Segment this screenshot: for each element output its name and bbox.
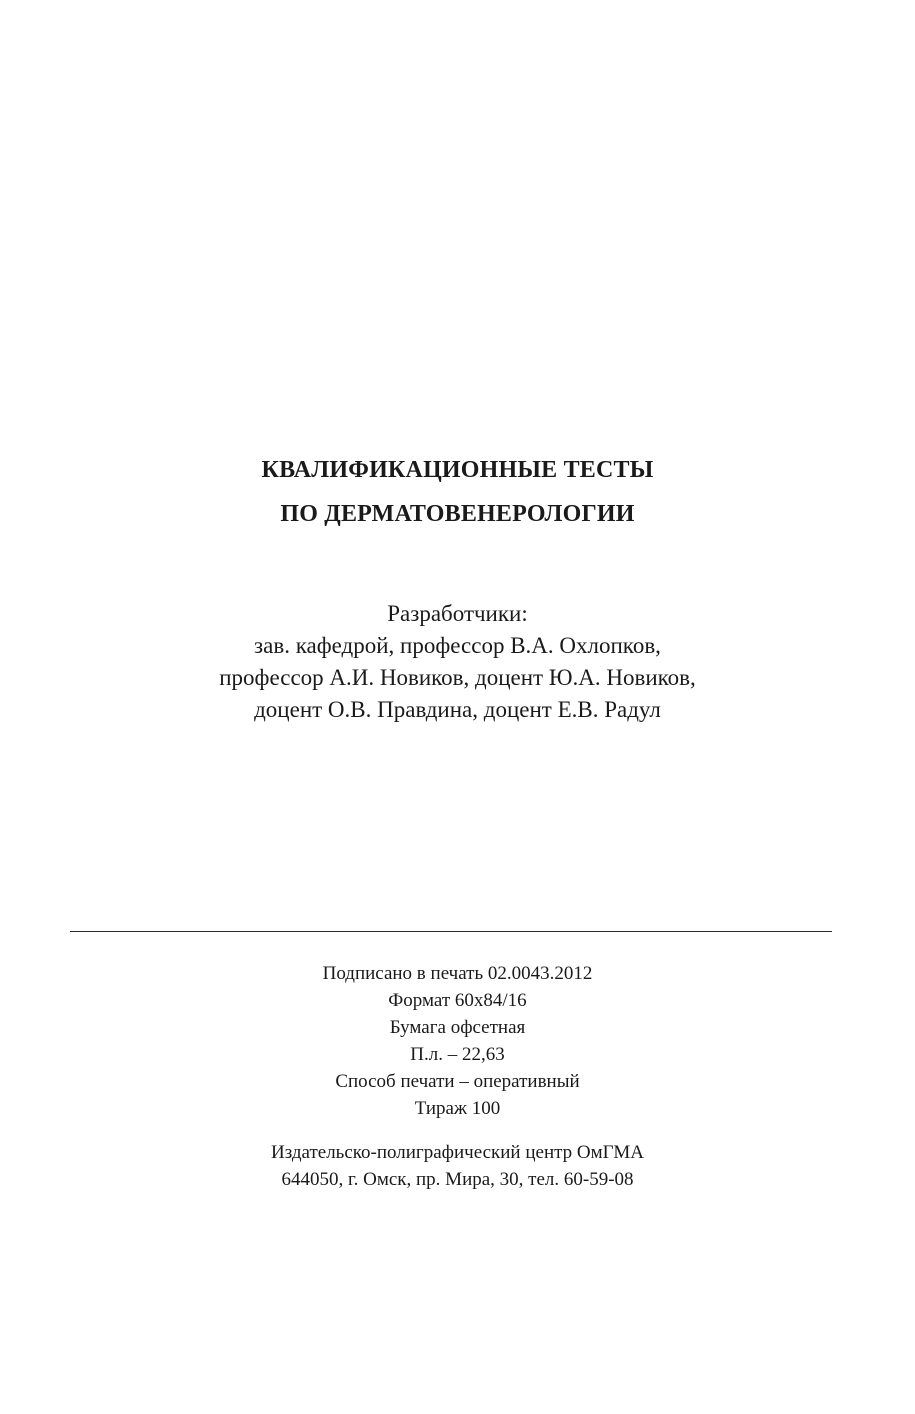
authors-line-1: зав. кафедрой, профессор В.А. Охлопков,	[254, 633, 661, 658]
imprint-circulation: Тираж 100	[414, 1098, 501, 1119]
imprint-print-method: Способ печати – оперативный	[335, 1071, 580, 1092]
imprint-block	[0, 960, 915, 1122]
document-title	[0, 448, 915, 536]
publisher-address: 644050, г. Омск, пр. Мира, 30, тел. 60-59-08	[281, 1169, 634, 1190]
authors-block	[0, 598, 915, 726]
imprint-sheets: П.л. – 22,63	[410, 1044, 505, 1065]
publisher-name: Издательско-полиграфический центр ОмГМА	[270, 1142, 645, 1163]
authors-line-2: профессор А.И. Новиков, доцент Ю.А. Новиков,	[219, 665, 696, 690]
imprint-paper: Бумага офсетная	[389, 1017, 526, 1038]
publisher-block	[0, 1139, 915, 1193]
horizontal-divider	[70, 931, 832, 932]
authors-line-3: доцент О.В. Правдина, доцент Е.В. Радул	[254, 697, 661, 722]
imprint-signed: Подписано в печать 02.0043.2012	[322, 963, 593, 984]
authors-heading: Разработчики:	[387, 601, 528, 626]
imprint-format: Формат 60х84/16	[388, 990, 527, 1011]
title-line-2: ПО ДЕРМАТОВЕНЕРОЛОГИИ	[280, 501, 635, 527]
title-line-1: КВАЛИФИКАЦИОННЫЕ ТЕСТЫ	[261, 457, 654, 483]
